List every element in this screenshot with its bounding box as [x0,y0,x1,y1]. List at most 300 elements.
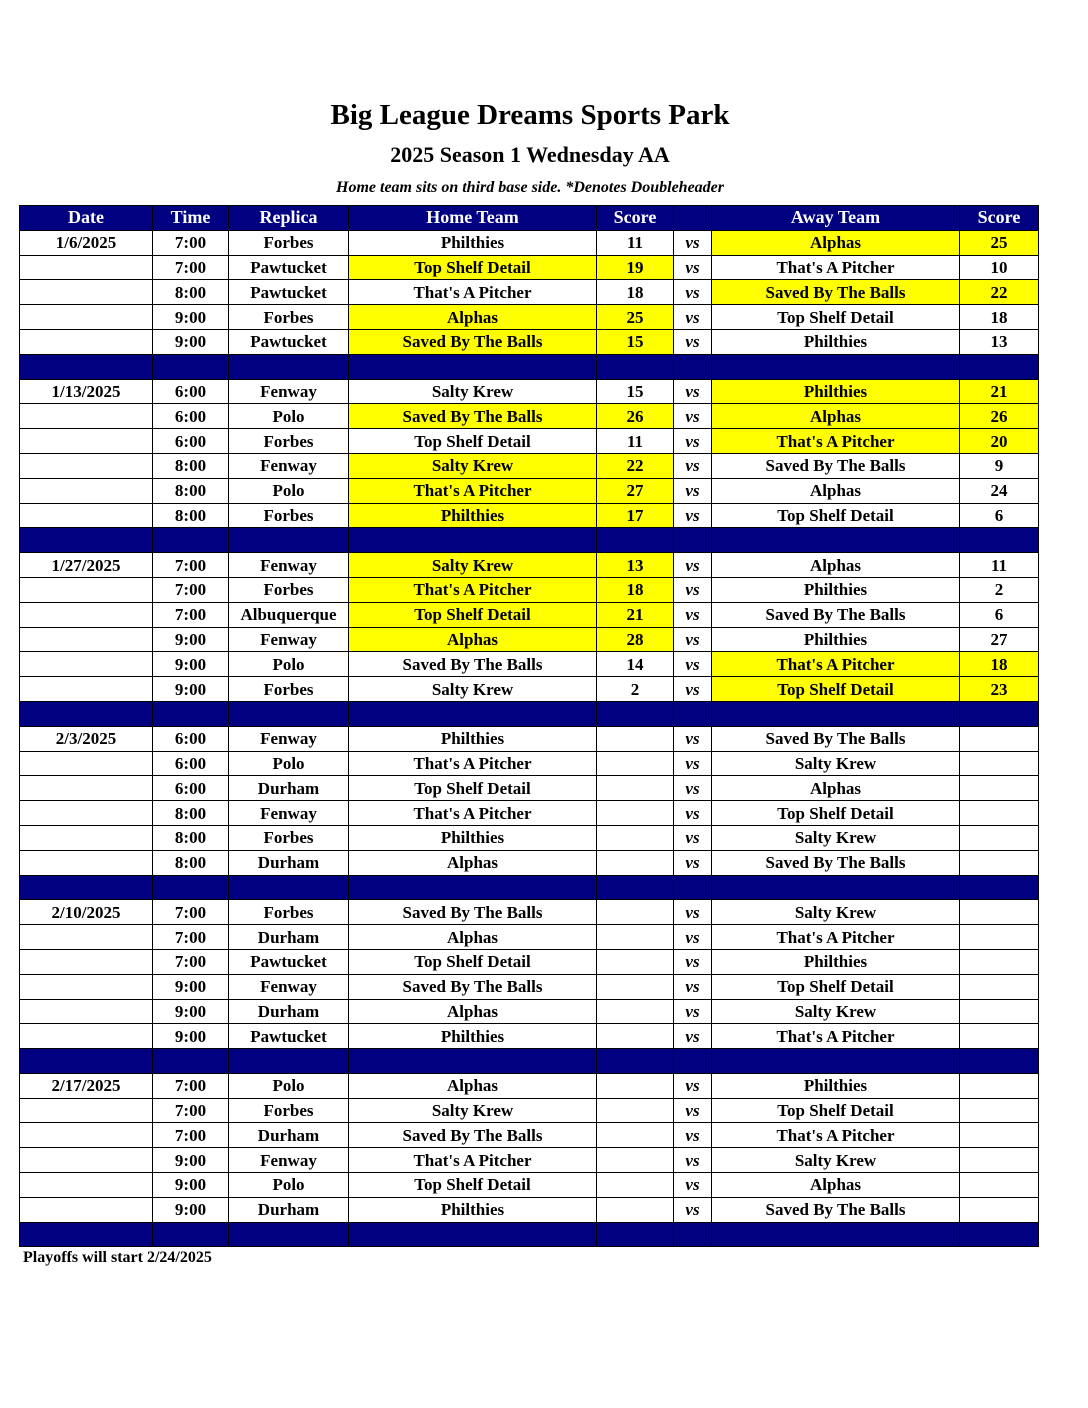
home-team-cell: Salty Krew [349,1098,597,1123]
replica-cell: Pawtucket [229,255,349,280]
away-team-cell: Salty Krew [712,999,960,1024]
separator-cell [20,354,153,379]
table-row [20,925,1039,950]
vs-cell: vs [674,280,712,305]
home-team-cell: Top Shelf Detail [349,429,597,454]
home-team-cell: Saved By The Balls [349,329,597,354]
home-score-cell [597,825,674,850]
home-score-cell [597,1098,674,1123]
separator-cell [674,701,712,726]
time-cell: 8:00 [153,453,229,478]
away-score-cell: 6 [960,503,1039,528]
separator-cell [960,1222,1039,1247]
away-team-cell: Alphas [712,478,960,503]
away-team-cell: Top Shelf Detail [712,974,960,999]
vs-cell: vs [674,478,712,503]
separator-cell [674,1222,712,1247]
away-team-cell: Top Shelf Detail [712,1098,960,1123]
home-score-cell: 11 [597,230,674,255]
home-team-cell: Saved By The Balls [349,652,597,677]
separator-cell [597,354,674,379]
away-team-cell: Saved By The Balls [712,850,960,875]
separator-cell [674,875,712,900]
vs-cell: vs [674,1024,712,1049]
table-row [20,825,1039,850]
replica-cell: Forbes [229,230,349,255]
replica-cell: Forbes [229,677,349,702]
separator-cell [349,875,597,900]
table-row [20,850,1039,875]
home-score-cell: 22 [597,453,674,478]
table-row [20,1024,1039,1049]
table-row [20,677,1039,702]
away-team-cell: Philthies [712,949,960,974]
home-score-cell [597,776,674,801]
home-score-cell: 25 [597,305,674,330]
away-team-cell: That's A Pitcher [712,1123,960,1148]
table-row [20,553,1039,578]
home-score-cell [597,1123,674,1148]
home-team-cell: Philthies [349,726,597,751]
table-row [20,627,1039,652]
table-row [20,255,1039,280]
separator-cell [597,875,674,900]
away-team-cell: Top Shelf Detail [712,305,960,330]
col-header-away-team: Away Team [712,206,960,231]
away-score-cell [960,825,1039,850]
away-team-cell: Salty Krew [712,825,960,850]
away-team-cell: Philthies [712,577,960,602]
separator-cell [229,1222,349,1247]
home-score-cell [597,850,674,875]
date-cell [20,1148,153,1173]
separator-cell [153,1049,229,1074]
page-title: Big League Dreams Sports Park [330,99,730,131]
home-score-cell [597,751,674,776]
replica-cell: Fenway [229,379,349,404]
week-separator-row [20,701,1039,726]
separator-cell [960,875,1039,900]
replica-cell: Forbes [229,577,349,602]
away-team-cell: Salty Krew [712,751,960,776]
replica-cell: Pawtucket [229,1024,349,1049]
vs-cell: vs [674,652,712,677]
home-team-cell: Salty Krew [349,553,597,578]
separator-cell [712,1222,960,1247]
table-row [20,305,1039,330]
table-row [20,503,1039,528]
home-score-cell: 26 [597,404,674,429]
away-team-cell: Philthies [712,627,960,652]
separator-cell [153,875,229,900]
separator-cell [153,354,229,379]
replica-cell: Albuquerque [229,602,349,627]
time-cell: 9:00 [153,999,229,1024]
vs-cell: vs [674,751,712,776]
vs-cell: vs [674,925,712,950]
away-team-cell: Top Shelf Detail [712,801,960,826]
home-score-cell: 18 [597,280,674,305]
away-score-cell [960,900,1039,925]
away-team-cell: Philthies [712,329,960,354]
vs-cell: vs [674,1098,712,1123]
date-cell [20,305,153,330]
vs-cell: vs [674,230,712,255]
date-cell [20,974,153,999]
away-team-cell: Saved By The Balls [712,1197,960,1222]
date-cell [20,453,153,478]
replica-cell: Pawtucket [229,949,349,974]
table-row [20,1197,1039,1222]
separator-cell [153,528,229,553]
time-cell: 8:00 [153,280,229,305]
time-cell: 6:00 [153,751,229,776]
date-cell: 1/6/2025 [20,230,153,255]
away-score-cell: 20 [960,429,1039,454]
week-separator-row [20,354,1039,379]
home-team-cell: That's A Pitcher [349,1148,597,1173]
col-header-time: Time [153,206,229,231]
vs-cell: vs [674,1073,712,1098]
home-team-cell: Alphas [349,999,597,1024]
home-score-cell [597,1024,674,1049]
separator-cell [229,528,349,553]
date-cell [20,478,153,503]
away-score-cell [960,1148,1039,1173]
separator-cell [597,1222,674,1247]
time-cell: 7:00 [153,602,229,627]
time-cell: 6:00 [153,726,229,751]
home-team-cell: Philthies [349,825,597,850]
date-cell [20,255,153,280]
table-row [20,652,1039,677]
replica-cell: Polo [229,1073,349,1098]
time-cell: 6:00 [153,429,229,454]
home-team-cell: Top Shelf Detail [349,776,597,801]
time-cell: 9:00 [153,974,229,999]
date-cell: 2/10/2025 [20,900,153,925]
date-cell [20,329,153,354]
separator-cell [349,528,597,553]
separator-cell [674,1049,712,1074]
home-team-cell: Alphas [349,305,597,330]
replica-cell: Durham [229,850,349,875]
replica-cell: Fenway [229,453,349,478]
home-team-cell: That's A Pitcher [349,751,597,776]
separator-cell [153,1222,229,1247]
vs-cell: vs [674,677,712,702]
vs-cell: vs [674,1197,712,1222]
vs-cell: vs [674,900,712,925]
vs-cell: vs [674,949,712,974]
separator-cell [229,354,349,379]
date-cell [20,280,153,305]
home-team-cell: Alphas [349,627,597,652]
table-row [20,999,1039,1024]
home-team-cell: That's A Pitcher [349,577,597,602]
home-score-cell [597,726,674,751]
date-cell [20,602,153,627]
time-cell: 9:00 [153,1197,229,1222]
table-row [20,726,1039,751]
time-cell: 7:00 [153,255,229,280]
time-cell: 8:00 [153,801,229,826]
away-team-cell: Salty Krew [712,1148,960,1173]
table-row [20,751,1039,776]
time-cell: 7:00 [153,1123,229,1148]
separator-cell [349,354,597,379]
away-score-cell: 10 [960,255,1039,280]
replica-cell: Forbes [229,429,349,454]
home-team-cell: Salty Krew [349,379,597,404]
away-score-cell: 6 [960,602,1039,627]
table-row [20,280,1039,305]
away-team-cell: Saved By The Balls [712,602,960,627]
col-header-replica: Replica [229,206,349,231]
away-score-cell [960,949,1039,974]
separator-cell [960,1049,1039,1074]
home-team-cell: Salty Krew [349,453,597,478]
table-row [20,1148,1039,1173]
date-cell [20,1173,153,1198]
home-score-cell [597,1148,674,1173]
table-row [20,329,1039,354]
date-cell [20,429,153,454]
table-row [20,1098,1039,1123]
vs-cell: vs [674,1148,712,1173]
home-score-cell: 2 [597,677,674,702]
date-cell [20,801,153,826]
away-score-cell [960,751,1039,776]
away-team-cell: Top Shelf Detail [712,503,960,528]
time-cell: 7:00 [153,553,229,578]
vs-cell: vs [674,503,712,528]
table-row [20,801,1039,826]
home-team-cell: Top Shelf Detail [349,949,597,974]
separator-cell [960,528,1039,553]
home-score-cell: 27 [597,478,674,503]
home-team-cell: Philthies [349,503,597,528]
separator-cell [712,1049,960,1074]
separator-cell [597,701,674,726]
replica-cell: Durham [229,925,349,950]
separator-cell [712,701,960,726]
time-cell: 7:00 [153,1098,229,1123]
replica-cell: Forbes [229,900,349,925]
away-score-cell [960,801,1039,826]
separator-cell [960,701,1039,726]
week-separator-row [20,1222,1039,1247]
home-team-cell: That's A Pitcher [349,478,597,503]
table-row [20,577,1039,602]
table-row [20,453,1039,478]
vs-cell: vs [674,999,712,1024]
date-cell [20,949,153,974]
table-row [20,429,1039,454]
home-score-cell: 15 [597,329,674,354]
col-header-home-score: Score [597,206,674,231]
away-team-cell: Alphas [712,553,960,578]
date-cell [20,1197,153,1222]
home-score-cell: 21 [597,602,674,627]
vs-cell: vs [674,577,712,602]
away-team-cell: That's A Pitcher [712,652,960,677]
home-score-cell [597,974,674,999]
replica-cell: Fenway [229,974,349,999]
date-cell [20,999,153,1024]
away-team-cell: Philthies [712,379,960,404]
time-cell: 9:00 [153,329,229,354]
separator-cell [20,875,153,900]
home-team-cell: Top Shelf Detail [349,602,597,627]
home-team-cell: Top Shelf Detail [349,255,597,280]
replica-cell: Forbes [229,825,349,850]
away-score-cell [960,850,1039,875]
date-cell [20,627,153,652]
replica-cell: Polo [229,1173,349,1198]
separator-cell [674,528,712,553]
away-score-cell: 13 [960,329,1039,354]
away-score-cell: 24 [960,478,1039,503]
separator-cell [712,354,960,379]
schedule-table [19,205,1039,1247]
replica-cell: Durham [229,999,349,1024]
vs-cell: vs [674,850,712,875]
away-team-cell: That's A Pitcher [712,1024,960,1049]
away-score-cell [960,1173,1039,1198]
home-team-cell: Alphas [349,850,597,875]
home-score-cell [597,1073,674,1098]
replica-cell: Durham [229,1197,349,1222]
date-cell [20,850,153,875]
replica-cell: Polo [229,652,349,677]
time-cell: 6:00 [153,776,229,801]
separator-cell [960,354,1039,379]
vs-cell: vs [674,553,712,578]
vs-cell: vs [674,776,712,801]
home-score-cell [597,1173,674,1198]
away-score-cell [960,999,1039,1024]
away-team-cell: Saved By The Balls [712,280,960,305]
col-header-away-score: Score [960,206,1039,231]
home-score-cell [597,925,674,950]
header-row [20,206,1039,231]
away-team-cell: Saved By The Balls [712,726,960,751]
table-row [20,776,1039,801]
replica-cell: Forbes [229,305,349,330]
time-cell: 9:00 [153,652,229,677]
home-score-cell: 17 [597,503,674,528]
vs-cell: vs [674,1173,712,1198]
separator-cell [349,1049,597,1074]
date-cell: 1/27/2025 [20,553,153,578]
separator-cell [229,701,349,726]
replica-cell: Pawtucket [229,280,349,305]
week-separator-row [20,528,1039,553]
table-row [20,404,1039,429]
separator-cell [20,1049,153,1074]
separator-cell [349,1222,597,1247]
time-cell: 6:00 [153,404,229,429]
away-score-cell: 11 [960,553,1039,578]
date-cell: 2/17/2025 [20,1073,153,1098]
table-row [20,974,1039,999]
time-cell: 7:00 [153,230,229,255]
table-row [20,230,1039,255]
away-score-cell: 18 [960,305,1039,330]
date-cell [20,776,153,801]
away-score-cell: 23 [960,677,1039,702]
replica-cell: Fenway [229,801,349,826]
home-score-cell: 15 [597,379,674,404]
time-cell: 7:00 [153,900,229,925]
replica-cell: Fenway [229,1148,349,1173]
away-score-cell [960,974,1039,999]
away-score-cell: 2 [960,577,1039,602]
separator-cell [712,528,960,553]
table-row [20,478,1039,503]
away-score-cell [960,1024,1039,1049]
home-team-cell: Salty Krew [349,677,597,702]
table-row [20,379,1039,404]
home-team-cell: Saved By The Balls [349,404,597,429]
home-team-cell: Saved By The Balls [349,1123,597,1148]
week-separator-row [20,875,1039,900]
time-cell: 9:00 [153,627,229,652]
page-subtitle: 2025 Season 1 Wednesday AA [390,142,670,167]
date-cell [20,1098,153,1123]
away-score-cell: 27 [960,627,1039,652]
replica-cell: Forbes [229,503,349,528]
away-score-cell: 26 [960,404,1039,429]
replica-cell: Forbes [229,1098,349,1123]
week-separator-row [20,1049,1039,1074]
home-score-cell: 19 [597,255,674,280]
separator-cell [153,701,229,726]
vs-cell: vs [674,825,712,850]
time-cell: 7:00 [153,577,229,602]
time-cell: 8:00 [153,478,229,503]
home-team-cell: Philthies [349,1197,597,1222]
replica-cell: Pawtucket [229,329,349,354]
date-cell [20,751,153,776]
away-team-cell: Saved By The Balls [712,453,960,478]
date-cell: 2/3/2025 [20,726,153,751]
home-score-cell [597,1197,674,1222]
replica-cell: Polo [229,478,349,503]
home-score-cell [597,801,674,826]
home-team-cell: Alphas [349,925,597,950]
vs-cell: vs [674,974,712,999]
date-cell [20,1024,153,1049]
home-team-cell: That's A Pitcher [349,801,597,826]
separator-cell [229,1049,349,1074]
replica-cell: Fenway [229,726,349,751]
time-cell: 7:00 [153,925,229,950]
vs-cell: vs [674,627,712,652]
table-row [20,1123,1039,1148]
away-score-cell: 9 [960,453,1039,478]
home-team-cell: Alphas [349,1073,597,1098]
vs-cell: vs [674,379,712,404]
replica-cell: Durham [229,1123,349,1148]
home-score-cell: 28 [597,627,674,652]
replica-cell: Durham [229,776,349,801]
home-team-cell: That's A Pitcher [349,280,597,305]
away-score-cell: 21 [960,379,1039,404]
playoffs-note: Playoffs will start 2/24/2025 [23,1249,212,1266]
replica-cell: Fenway [229,627,349,652]
